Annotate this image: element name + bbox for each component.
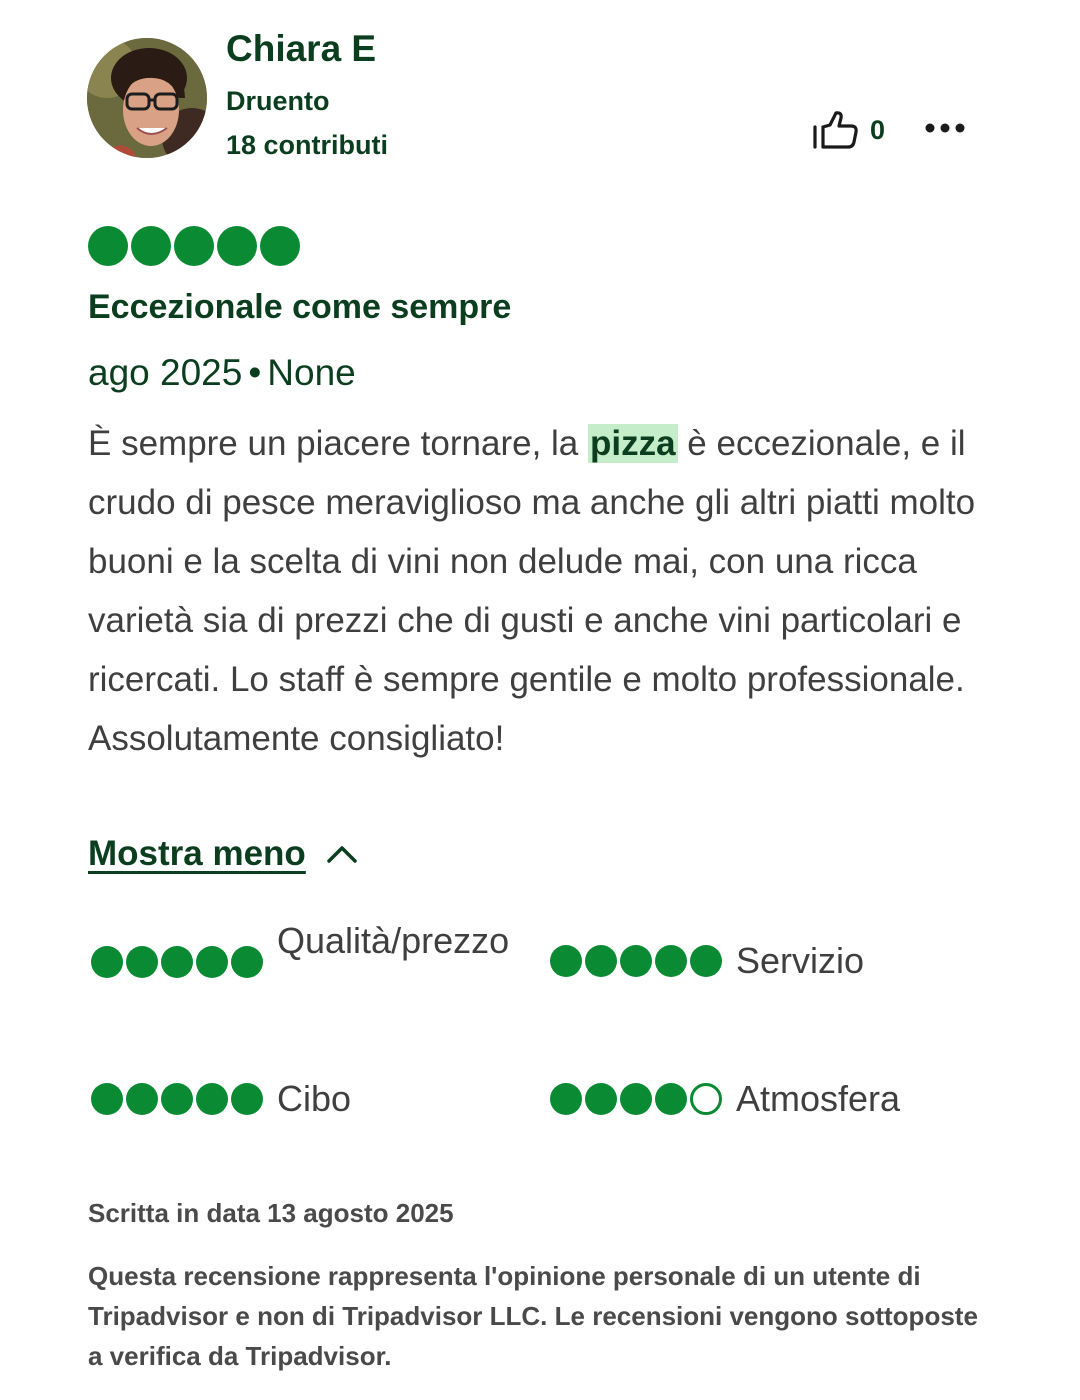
review-title: Eccezionale come sempre	[88, 288, 512, 326]
rating-bubble-filled	[91, 946, 123, 978]
date-separator: •	[248, 352, 262, 393]
sub-rating-food	[91, 1068, 351, 1130]
rating-bubble-filled	[620, 945, 652, 977]
disclaimer: Questa recensione rappresenta l'opinione personale di un utente di Tripadvisor e non di Tripadvisor LLC. Le recensioni vengono sottoposte a verifica da Tripadvisor.	[88, 1261, 978, 1371]
rating-bubble-filled	[91, 1083, 123, 1115]
rating-bubble-filled	[196, 1083, 228, 1115]
rating-bubbles	[91, 1083, 263, 1115]
more-options-icon	[925, 123, 965, 133]
rating-bubble-filled	[131, 226, 171, 266]
rating-bubble-filled	[690, 945, 722, 977]
user-avatar-photo	[87, 38, 207, 158]
rating-bubble-filled	[620, 1083, 652, 1115]
sub-rating-value	[91, 910, 537, 978]
show-less-label: Mostra meno	[88, 834, 306, 873]
review-body-text-2: è eccezionale, e il crudo di pesce meraviglioso ma anche gli altri piatti molto buoni e la scelta di vini non delude mai, con una ricca varietà sia di prezzi che di gusti e anche vini particolari e ricercati. Lo staff è sempre gentile e molto professionale. Assolutamente consigliato!	[88, 424, 976, 758]
sub-rating-label: Cibo	[277, 1078, 352, 1119]
author-name[interactable]: Chiara E	[226, 28, 377, 69]
rating-bubble-filled	[174, 226, 214, 266]
search-highlight: pizza	[589, 424, 676, 463]
sub-rating-label: Qualità/prezzo	[277, 920, 510, 961]
rating-bubble-filled	[217, 226, 257, 266]
sub-rating-label: Servizio	[736, 940, 865, 981]
review-body	[88, 414, 988, 768]
review-date-line	[88, 352, 356, 394]
rating-bubble-filled	[161, 1083, 193, 1115]
sub-rating-atmosphere	[550, 1068, 900, 1130]
show-less-button[interactable]	[88, 834, 358, 874]
rating-bubble-filled	[161, 946, 193, 978]
written-date: Scritta in data 13 agosto 2025	[88, 1198, 454, 1228]
trip-type: None	[267, 352, 356, 393]
rating-bubble-filled	[260, 226, 300, 266]
rating-bubbles	[550, 1083, 722, 1115]
sub-rating-label: Atmosfera	[736, 1078, 901, 1119]
avatar[interactable]	[87, 38, 207, 158]
helpful-count: 0	[870, 114, 886, 145]
rating-bubble-filled	[550, 945, 582, 977]
rating-bubble-filled	[585, 1083, 617, 1115]
overall-rating	[88, 226, 300, 266]
rating-bubble-filled	[88, 226, 128, 266]
rating-bubble-filled	[231, 1083, 263, 1115]
thumbs-up-icon	[812, 110, 858, 150]
review-body-text-1: È sempre un piacere tornare, la	[88, 424, 588, 463]
author-contributions: 18 contributi	[226, 130, 389, 160]
rating-bubble-filled	[585, 945, 617, 977]
rating-bubble-filled	[231, 946, 263, 978]
author-location: Druento	[226, 86, 330, 116]
rating-bubble-filled	[196, 946, 228, 978]
sub-rating-service	[550, 930, 864, 992]
more-options-button[interactable]	[922, 110, 968, 146]
rating-bubble-filled	[550, 1083, 582, 1115]
rating-bubble-empty	[690, 1083, 722, 1115]
rating-bubble-filled	[655, 945, 687, 977]
rating-bubble-filled	[126, 1083, 158, 1115]
rating-bubble-filled	[655, 1083, 687, 1115]
rating-bubble-filled	[126, 946, 158, 978]
rating-bubbles	[550, 945, 722, 977]
rating-bubbles	[91, 946, 263, 978]
chevron-up-icon	[326, 844, 358, 864]
helpful-vote-button[interactable]	[812, 108, 885, 152]
review-date: ago 2025	[88, 352, 243, 393]
